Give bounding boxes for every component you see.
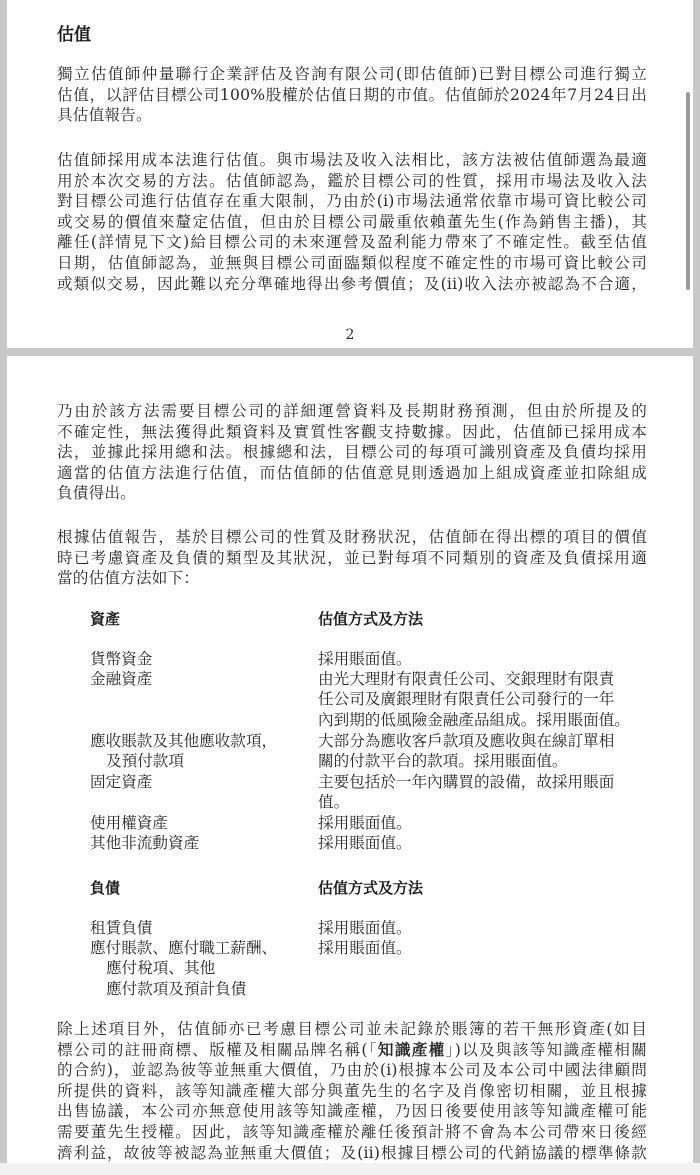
text-line: 根據估值報告，基於目標公司的性質及財務狀況，估值師在得出標的項目的價值	[57, 528, 647, 546]
paragraph-intangible-assets	[57, 1019, 647, 1163]
text-line: 適當的估值方法進行估值，而估值師的估值意見則透過加上組成資產並扣除組成	[57, 463, 647, 482]
valuation-method: 關的付款平台的款項。採用賬面值。	[318, 752, 568, 771]
valuation-method: 主要包括於一年內購買的設備，故採用賬面	[318, 773, 615, 791]
valuation-method: 大部分為應收客戶款項及應收與在線訂單相	[318, 732, 615, 750]
section-heading-valuation: 估值	[57, 25, 91, 45]
valuation-method: 值。	[318, 793, 350, 812]
liability-item: 應付賬款、應付職工薪酬、	[90, 939, 278, 957]
text-line: 除上述項目外，估值師亦已考慮目標公司並未記錄於賬簿的若干無形資產(如目	[57, 1020, 647, 1038]
asset-item: 及預付款項	[106, 752, 184, 771]
text-line: 離任(詳情見下文)給目標公司的未來運營及盈利能力帶來了不確定性。截至估值	[57, 233, 647, 252]
text-line: 乃由於該方法需要目標公司的詳細運營資料及長期財務預測，但由於所提及的	[57, 402, 647, 420]
valuation-method: 內到期的低風險金融產品組成。採用賬面值。	[318, 710, 630, 729]
asset-item: 應收賬款及其他應收款項，	[90, 732, 278, 750]
asset-item: 貨幣資金	[90, 650, 153, 668]
text-line: 負債得出。	[57, 484, 136, 503]
text-line: 估值，以評估目標公司100%股權於估值日期的市值。估值師於2024年7月24日出	[57, 85, 647, 104]
text-line: 時已考慮資產及負債的類型及其狀況，並已對每項不同類別的資產及負債採用適	[57, 548, 647, 567]
text-line: 用於本次交易的方法。估值師認為，鑑於目標公司的性質，採用市場法及收入法	[57, 171, 647, 190]
valuation-method: 採用賬面值。	[318, 834, 412, 852]
text-line: 需要董先生授權。因此，該等知識產權於離任後預計將不會為本公司帶來日後經	[57, 1122, 647, 1141]
text-line	[57, 1040, 647, 1061]
text-line: 或類似交易，因此難以充分準確地得出參考價值；及(ii)收入法亦被認為不合適，	[57, 274, 647, 293]
assets-column-header: 資產	[90, 610, 121, 628]
text-fragment: 標公司的註冊商標、版權及相關品牌名稱(「	[57, 1040, 378, 1059]
liability-item: 應付稅項、其他	[106, 959, 216, 978]
text-line: 濟利益，故彼等被認為並無重大價值；及(ii)根據目標公司的代銷協議的標準條款	[57, 1143, 647, 1162]
asset-item: 固定資產	[90, 773, 153, 791]
liability-item: 應付款項及預計負債	[106, 979, 247, 998]
valuation-method: 由光大理財有限責任公司、交銀理財有限責	[318, 670, 615, 688]
text-line: 日期，估值師認為，並無與目標公司面臨類似程度不確定性的市場可資比較公司	[57, 253, 647, 272]
text-line: 法，並據此採用總和法。根據總和法，目標公司的每項可識別資產及負債均採用	[57, 443, 647, 462]
text-line: 不確定性，無法獲得此類資料及實質性客觀支持數據。因此，估值師已採用成本	[57, 422, 647, 441]
paragraph-cost-approach	[57, 150, 647, 294]
method-column-header: 估值方式及方法	[318, 610, 424, 628]
scrollbar-thumb[interactable]	[686, 92, 690, 290]
text-line: 獨立估值師仲量聯行企業評估及咨詢有限公司(即估值師)已對目標公司進行獨立	[57, 65, 647, 83]
valuation-method: 採用賬面值。	[318, 939, 412, 957]
valuation-method: 採用賬面值。	[318, 919, 412, 937]
valuation-method: 採用賬面值。	[318, 814, 412, 832]
text-line: 估值師採用成本法進行估值。與市場法及收入法相比，該方法被估值師選為最適	[57, 151, 647, 169]
paragraph-valuation-report-basis	[57, 527, 647, 589]
page-number: 2	[345, 327, 355, 343]
paragraph-valuer-intro	[57, 64, 647, 126]
valuation-method: 任公司及廣銀理財有限責任公司發行的一年	[318, 690, 615, 709]
document-page-2	[7, 356, 693, 1163]
text-line: 所提供的資料，該等知識產權大部分與董先生的名字及肖像密切相關，並且根據	[57, 1081, 647, 1100]
liabilities-column-header: 負債	[90, 879, 121, 897]
bottom-bar	[0, 1163, 700, 1175]
valuation-method: 採用賬面值。	[318, 650, 412, 668]
method-column-header: 估值方式及方法	[318, 879, 424, 897]
text-line: 具估值報告。	[57, 106, 152, 125]
scroll-track[interactable]	[693, 0, 700, 1163]
defined-term-ip: 知識產權	[377, 1040, 446, 1059]
asset-item: 其他非流動資產	[90, 834, 200, 852]
paragraph-income-approach-continued	[57, 401, 647, 504]
document-page-1	[7, 0, 693, 348]
text-line: 當的估值方法如下：	[57, 569, 200, 588]
asset-item: 使用權資產	[90, 814, 168, 832]
liability-item: 租賃負債	[90, 919, 153, 937]
text-line: 的合約)，並認為彼等並無重大價值，乃由於(i)根據本公司及本公司中國法律顧問	[57, 1061, 647, 1080]
text-line: 出售協議，本公司亦無意使用該等知識產權，乃因日後要使用該等知識產權可能	[57, 1102, 647, 1121]
text-line: 或交易的價值來釐定估值，但由於目標公司嚴重依賴董先生(作為銷售主播)，其	[57, 212, 647, 231]
asset-item: 金融資產	[90, 670, 153, 688]
text-line: 對目標公司進行估值存在重大限制，乃由於(i)市場法通常依靠市場可資比較公司	[57, 192, 647, 211]
text-fragment: 」)以及與該等知識產權相關	[445, 1040, 647, 1059]
